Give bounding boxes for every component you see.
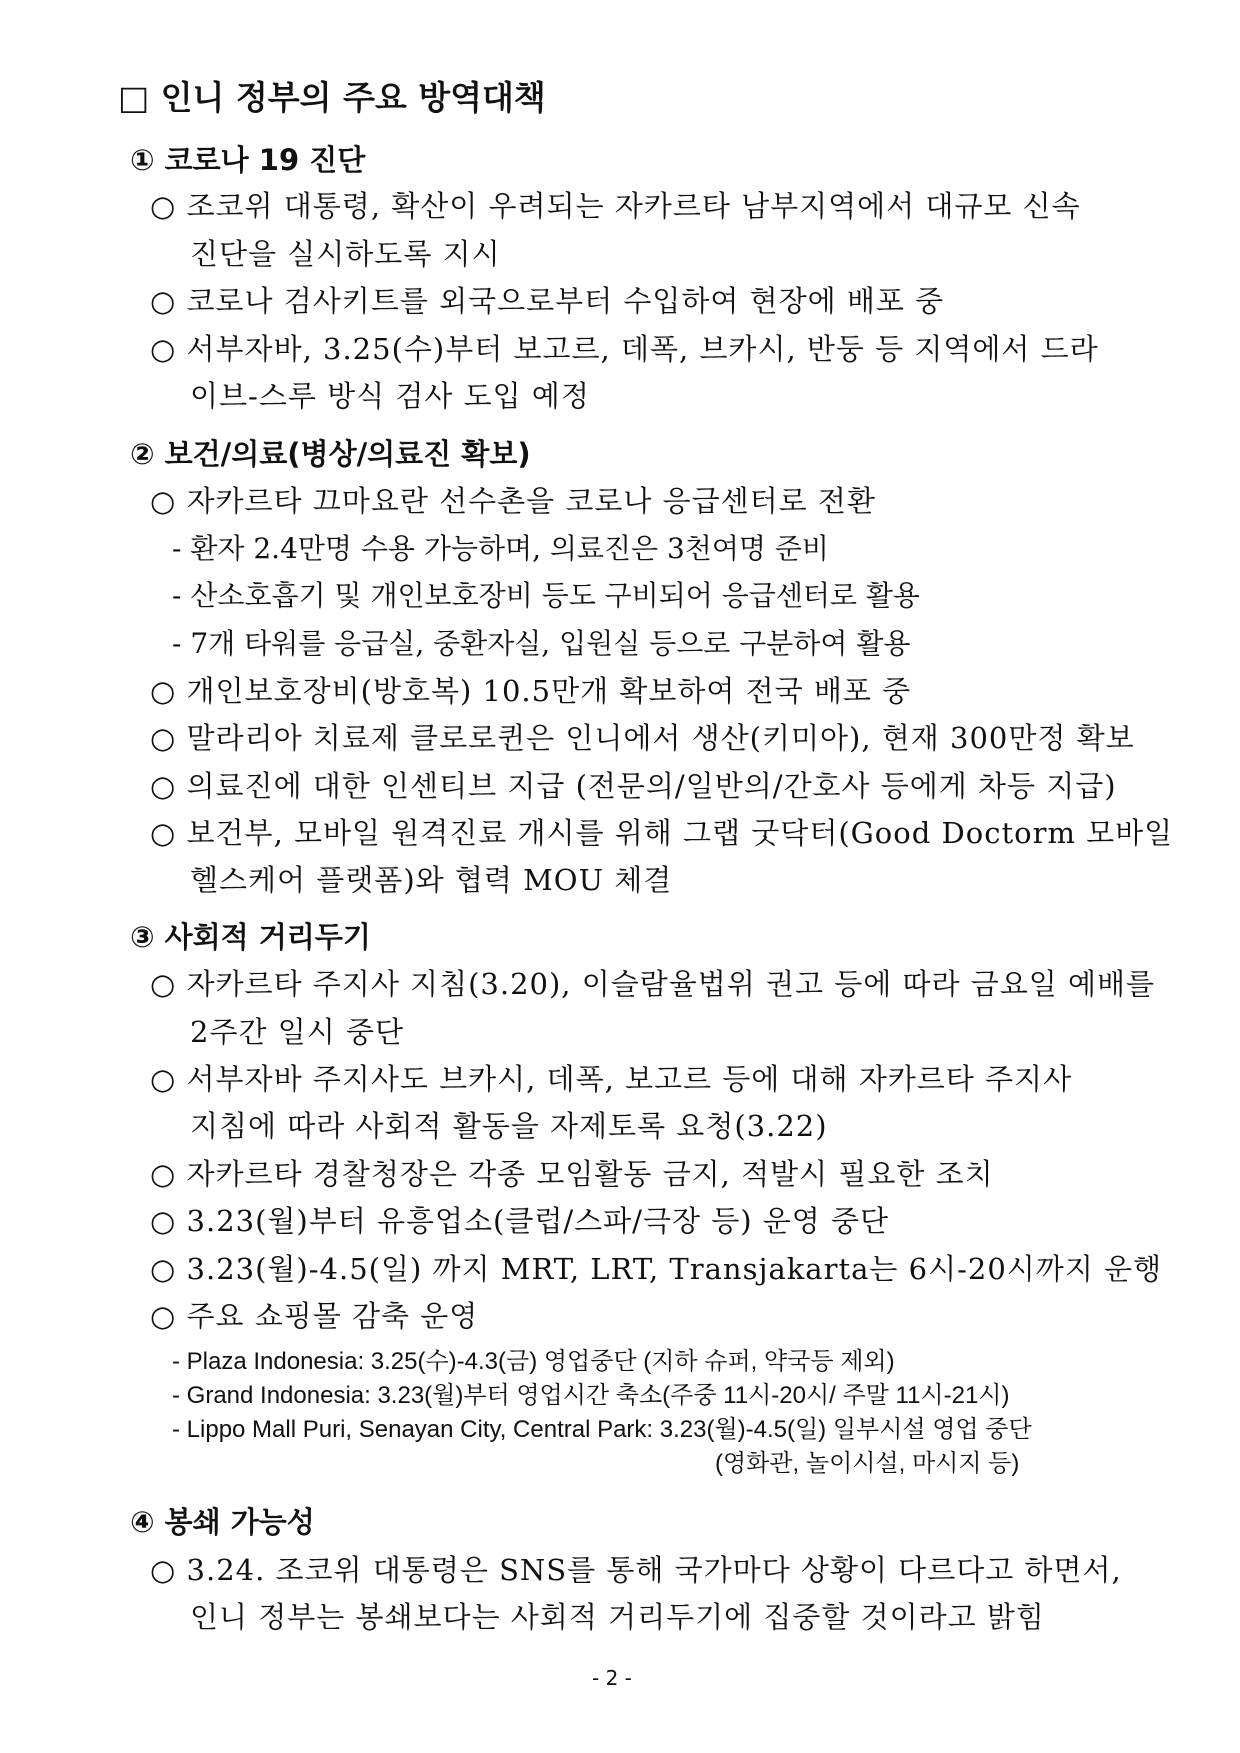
bullet-line: ○ 자카르타 경찰청장은 각종 모임활동 금지, 적발시 필요한 조치: [150, 1157, 994, 1191]
bullet-line: ○ 개인보호장비(방호복) 10.5만개 확보하여 전국 배포 중: [150, 674, 912, 708]
bullet-line: ○ 3.24. 조코위 대통령은 SNS를 통해 국가마다 상황이 다르다고 하면서,: [150, 1553, 1122, 1587]
bullet-line: ○ 자카르타 주지사 지침(3.20), 이슬람율법위 권고 등에 따라 금요일 예배를: [150, 967, 1156, 1001]
bullet-line: ○ 의료진에 대한 인센티브 지급 (전문의/일반의/간호사 등에게 차등 지급): [150, 769, 1117, 803]
bullet-line: ○ 조코위 대통령, 확산이 우려되는 자카르타 남부지역에서 대규모 신속: [150, 189, 1081, 223]
bullet-continuation: 지침에 따라 사회적 활동을 자제토록 요청(3.22): [190, 1109, 828, 1143]
bullet-continuation: 이브-스루 방식 검사 도입 예정: [190, 379, 590, 413]
bullet-line: ○ 3.23(월)-4.5(일) 까지 MRT, LRT, Transjakarta는 6시-20시까지 운행: [150, 1252, 1163, 1286]
bullet-line: ○ 서부자바 주지사도 브카시, 데폭, 보고르 등에 대해 자카르타 주지사: [150, 1062, 1073, 1096]
mall-line: - Plaza Indonesia: 3.25(수)-4.3(금) 영업중단 (지하 슈퍼, 약국등 제외): [172, 1348, 895, 1375]
bullet-line: ○ 주요 쇼핑몰 감축 운영: [150, 1299, 479, 1333]
bullet-continuation: 인니 정부는 봉쇄보다는 사회적 거리두기에 집중할 것이라고 밝힘: [190, 1600, 1045, 1634]
section-heading: ③ 사회적 거리두기: [130, 920, 371, 954]
bullet-continuation: 진단을 실시하도록 지시: [190, 237, 501, 271]
bullet-line: ○ 자카르타 끄마요란 선수촌을 코로나 응급센터로 전환: [150, 484, 876, 518]
bullet-continuation: 2주간 일시 중단: [190, 1015, 404, 1049]
bullet-line: ○ 서부자바, 3.25(수)부터 보고르, 데폭, 브카시, 반둥 등 지역에서 드라: [150, 332, 1099, 366]
bullet-line: ○ 보건부, 모바일 원격진료 개시를 위해 그랩 굿닥터(Good Doctorm 모바일: [150, 816, 1174, 850]
section-heading: ① 코로나 19 진단: [130, 143, 366, 177]
mall-line-continuation: (영화관, 놀이시설, 마시지 등): [715, 1450, 1020, 1477]
bullet-continuation: 헬스케어 플랫폼)와 협력 MOU 체결: [190, 863, 673, 897]
section-heading: ④ 봉쇄 가능성: [130, 1505, 315, 1539]
bullet-line: ○ 3.23(월)부터 유흥업소(클럽/스파/극장 등) 운영 중단: [150, 1204, 890, 1238]
dash-line: - 산소호흡기 및 개인보호장비 등도 구비되어 응급센터로 활용: [172, 579, 920, 612]
dash-line: - 7개 타워를 응급실, 중환자실, 입원실 등으로 구분하여 활용: [172, 627, 911, 660]
section-heading: ② 보건/의료(병상/의료진 확보): [130, 437, 531, 471]
bullet-line: ○ 말라리아 치료제 클로로퀸은 인니에서 생산(키미아), 현재 300만정 확보: [150, 721, 1135, 755]
bullet-line: ○ 코로나 검사키트를 외국으로부터 수입하여 현장에 배포 중: [150, 284, 945, 318]
mall-line: - Lippo Mall Puri, Senayan City, Central Park: 3.23(월)-4.5(일) 일부시설 영업 중단: [172, 1416, 1032, 1443]
dash-line: - 환자 2.4만명 수용 가능하며, 의료진은 3천여명 준비: [172, 532, 829, 565]
page-number: - 2 -: [592, 1666, 632, 1690]
mall-line: - Grand Indonesia: 3.23(월)부터 영업시간 축소(주중 11시-20시/ 주말 11시-21시): [172, 1382, 1010, 1409]
page-title: □ 인니 정부의 주요 방역대책: [118, 78, 546, 117]
